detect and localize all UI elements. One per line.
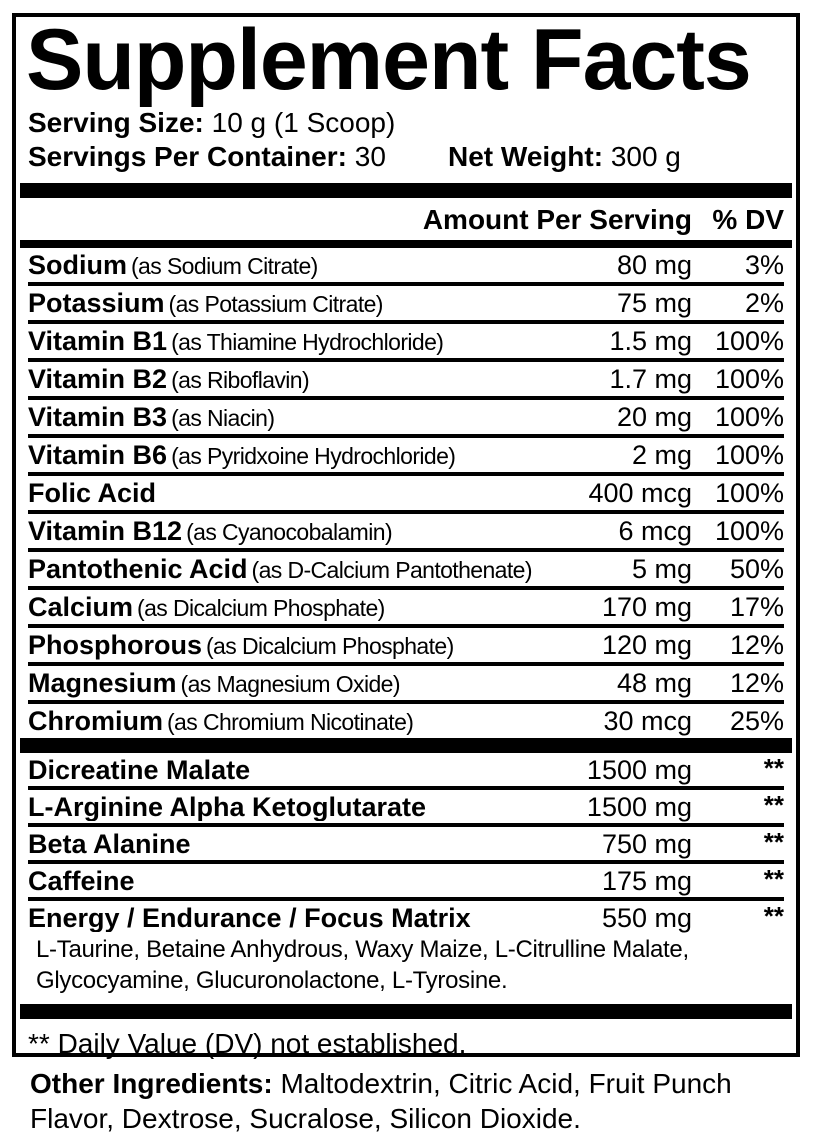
nutrient-amount: 75 mg <box>616 287 692 318</box>
active-dv: ** <box>763 826 784 857</box>
nutrient-dv: 100% <box>714 477 784 508</box>
nutrient-name: Phosphorous <box>28 630 202 660</box>
nutrient-row <box>28 358 784 396</box>
nutrient-dv: 100% <box>714 515 784 546</box>
active-name: Dicreatine Malate <box>28 755 251 784</box>
nutrient-row <box>28 624 784 662</box>
nutrient-detail: (as Thiamine Hydrochloride) <box>171 328 444 355</box>
nutrient-name: Calcium <box>28 592 134 622</box>
serving-size-value: 10 g (1 Scoop) <box>211 106 396 138</box>
serving-size-label: Serving Size: <box>28 106 204 138</box>
nutrient-detail: (as Pyridxoine Hydrochloride) <box>171 442 456 469</box>
nutrient-dv: 12% <box>729 629 784 660</box>
nutrient-dv: 100% <box>714 439 784 470</box>
active-row <box>28 860 784 897</box>
nutrient-amount: 2 mg <box>631 439 692 470</box>
serving-size-line <box>28 106 784 140</box>
nutrient-name: Vitamin B6 <box>28 440 168 470</box>
supplement-facts-panel <box>12 13 800 1057</box>
nutrient-dv: 12% <box>729 667 784 698</box>
active-row <box>28 823 784 860</box>
panel-title: Supplement Facts <box>26 12 751 108</box>
nutrient-name: Potassium <box>28 288 165 318</box>
nutrient-name: Vitamin B12 <box>28 516 183 546</box>
nutrient-detail: (as Niacin) <box>171 404 275 431</box>
nutrient-dv: 100% <box>714 401 784 432</box>
nutrient-dv: 3% <box>744 249 784 280</box>
active-row <box>28 901 784 934</box>
nutrient-name: Magnesium <box>28 668 177 698</box>
nutrient-row <box>28 434 784 472</box>
active-dv: ** <box>763 863 784 894</box>
nutrient-row <box>28 396 784 434</box>
nutrient-table <box>28 248 784 738</box>
nutrient-detail: (as Cyanocobalamin) <box>186 518 392 545</box>
nutrient-amount: 170 mg <box>601 591 692 622</box>
active-dv: ** <box>763 900 784 931</box>
nutrient-detail: (as Riboflavin) <box>171 366 310 393</box>
nutrient-detail: (as Magnesium Oxide) <box>180 670 400 697</box>
nutrient-amount: 5 mg <box>631 553 692 584</box>
nutrient-row <box>28 248 784 282</box>
nutrient-amount: 80 mg <box>616 249 692 280</box>
net-weight <box>448 140 681 174</box>
nutrient-dv: 17% <box>729 591 784 622</box>
nutrient-amount: 1.7 mg <box>609 363 692 394</box>
other-ingredients-value: Maltodextrin, Citric Acid, Fruit Punch Flavor, Dextrose, Sucralose, Silicon Dioxide. <box>30 1068 732 1134</box>
active-amount: 550 mg <box>601 902 692 933</box>
nutrient-dv: 100% <box>714 325 784 356</box>
nutrient-row <box>28 586 784 624</box>
nutrient-row <box>28 510 784 548</box>
divider-bar-medium <box>20 240 792 248</box>
dv-footnote: ** Daily Value (DV) not established. <box>28 1027 467 1059</box>
nutrient-detail: (as Dicalcium Phosphate) <box>137 594 385 621</box>
nutrient-row <box>28 472 784 510</box>
other-ingredients <box>30 1066 750 1136</box>
active-amount: 175 mg <box>601 865 692 896</box>
net-weight-label: Net Weight: <box>448 140 604 172</box>
matrix-ingredients: L-Taurine, Betaine Anhydrous, Waxy Maize, L-Citrulline Malate, Glycocyamine, Glucuronolactone, L-Tyrosine. <box>36 935 689 994</box>
nutrient-row <box>28 700 784 738</box>
amount-per-serving-header: Amount Per Serving <box>422 203 692 235</box>
active-amount: 1500 mg <box>586 754 692 785</box>
active-row <box>28 753 784 786</box>
nutrient-row <box>28 282 784 320</box>
nutrient-detail: (as Sodium Citrate) <box>131 252 318 279</box>
nutrient-amount: 20 mg <box>616 401 692 432</box>
nutrient-row <box>28 320 784 358</box>
nutrient-dv: 100% <box>714 363 784 394</box>
active-amount: 1500 mg <box>586 791 692 822</box>
nutrient-detail: (as Chromium Nicotinate) <box>167 708 414 735</box>
column-header <box>28 198 784 240</box>
nutrient-name: Sodium <box>28 250 127 280</box>
nutrient-amount: 48 mg <box>616 667 692 698</box>
active-amount: 750 mg <box>601 828 692 859</box>
nutrient-detail: (as D-Calcium Pantothenate) <box>251 556 532 583</box>
active-name: Caffeine <box>28 866 135 895</box>
nutrient-detail: (as Dicalcium Phosphate) <box>206 632 454 659</box>
actives-table <box>28 753 784 1004</box>
servings-per-container <box>28 140 448 174</box>
nutrient-dv: 25% <box>729 705 784 736</box>
nutrient-name: Vitamin B2 <box>28 364 168 394</box>
divider-bar-thick <box>20 1004 792 1019</box>
nutrient-name: Chromium <box>28 706 163 736</box>
nutrient-amount: 6 mcg <box>618 515 692 546</box>
nutrient-row <box>28 662 784 700</box>
nutrient-detail: (as Potassium Citrate) <box>168 290 383 317</box>
nutrient-name: Pantothenic Acid <box>28 554 248 584</box>
nutrient-name: Vitamin B1 <box>28 326 168 356</box>
nutrient-name: Folic Acid <box>28 478 157 508</box>
nutrient-amount: 120 mg <box>601 629 692 660</box>
nutrient-amount: 400 mcg <box>588 477 692 508</box>
divider-bar-thick <box>20 738 792 753</box>
nutrient-amount: 30 mcg <box>603 705 692 736</box>
nutrient-name: Vitamin B3 <box>28 402 168 432</box>
nutrient-row <box>28 548 784 586</box>
active-name: L-Arginine Alpha Ketoglutarate <box>28 792 427 821</box>
divider-bar-thick <box>20 183 792 198</box>
other-ingredients-label: Other Ingredients: <box>30 1068 273 1099</box>
active-dv: ** <box>763 789 784 820</box>
nutrient-dv: 2% <box>744 287 784 318</box>
matrix-row-group <box>28 897 784 1004</box>
nutrient-dv: 50% <box>729 553 784 584</box>
net-weight-value: 300 g <box>610 140 681 172</box>
active-name: Energy / Endurance / Focus Matrix <box>28 903 471 932</box>
servings-net-weight-line <box>28 140 784 174</box>
percent-dv-header: % DV <box>712 203 784 235</box>
nutrient-amount: 1.5 mg <box>609 325 692 356</box>
active-dv: ** <box>763 752 784 783</box>
servings-label: Servings Per Container: <box>28 140 347 172</box>
active-row <box>28 786 784 823</box>
active-name: Beta Alanine <box>28 829 191 858</box>
servings-value: 30 <box>354 140 386 172</box>
